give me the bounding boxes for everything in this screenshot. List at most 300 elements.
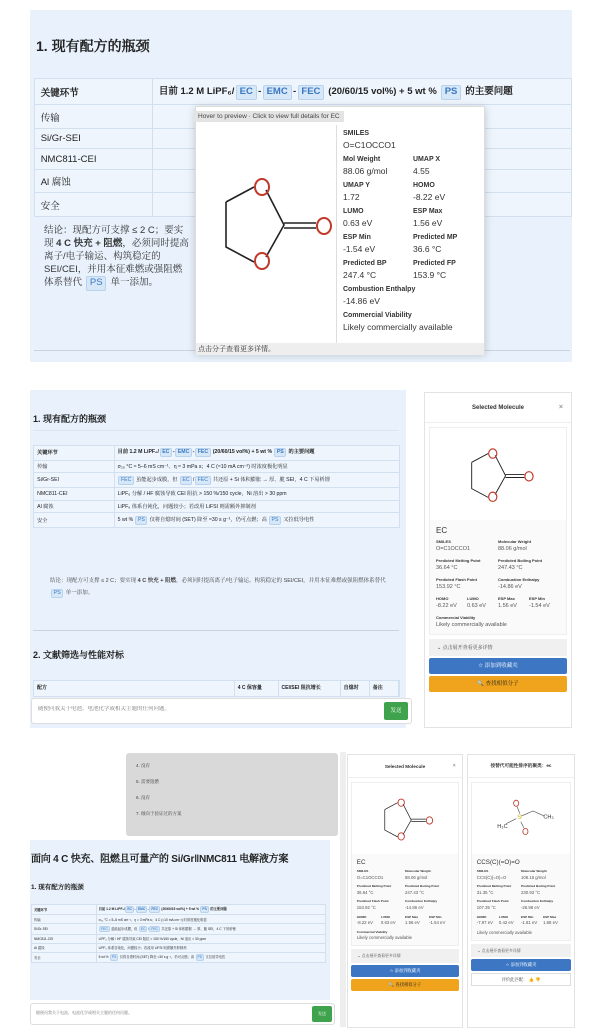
property-label: SMILES	[476, 869, 489, 874]
conclusion-text	[44, 224, 190, 291]
thumbs-down-icon[interactable]: 👎	[533, 977, 541, 983]
property-label: Predicted Flash Point	[476, 899, 509, 904]
expand-details-toggle[interactable]: ⌄ 点击展开查看更多详情	[471, 944, 571, 958]
svg-text:H₃C: H₃C	[496, 823, 508, 830]
molecule-chip-ps[interactable]: PS	[197, 955, 202, 960]
panel-header	[468, 755, 574, 778]
property-label: Mol Weight	[343, 156, 381, 163]
molecule-chip-fec[interactable]: FEC	[101, 926, 108, 931]
property-label: ESP Min	[521, 914, 534, 919]
molecule-chip-emc[interactable]: EMC	[137, 907, 146, 912]
table-row	[32, 943, 326, 952]
property-label: LUMO	[343, 208, 364, 215]
text: 5 wt %	[98, 955, 110, 960]
property-combustion-enthalpy	[498, 577, 560, 590]
panel-header	[348, 755, 462, 778]
row-label: Si/Gr-SEI	[32, 924, 97, 934]
text: 结论：现配方可支撑 ≤ 2 C；要实现	[50, 578, 138, 584]
property-umap-y	[343, 176, 413, 202]
document-panel-2	[30, 390, 406, 728]
molecule-chip-ec[interactable]: EC	[140, 926, 146, 931]
row-label: 关键环节	[34, 446, 115, 461]
comparison-table-header	[33, 680, 400, 697]
molecule-chip-fec[interactable]: FEC	[151, 926, 158, 931]
property-value: 88.06 g/mol	[405, 874, 428, 880]
text: 结论：现配方可支撑 ≤ 2 C；要实现	[44, 225, 184, 249]
property-value: -1.81 eV	[521, 920, 538, 926]
table-row	[32, 905, 326, 915]
molecule-name: EC	[356, 858, 366, 866]
property-label: Predicted Boiling Point	[405, 884, 440, 889]
add-to-favorites-button[interactable]: ☆ 添加到收藏夹	[351, 965, 459, 977]
molecule-details	[472, 854, 570, 939]
table-row	[32, 924, 326, 934]
property-value: 107.35 °C	[476, 905, 496, 911]
property-predicted-fp	[413, 254, 483, 280]
property-label: HOMO	[476, 914, 487, 919]
molecule-card	[351, 782, 459, 947]
property-predicted-boiling-point	[521, 884, 565, 895]
row-label: NMC811-CEI	[35, 149, 153, 170]
column-header: CEI/SEI 阻抗增长	[279, 681, 341, 696]
text: σ₂₅ °C ≈ 5–6 mS cm⁻¹、η ≈ 3 mPa s；4 C (≈10 mA cm⁻²) 时浓度极化明显	[98, 917, 207, 922]
property-value: 88.06 g/mol	[343, 166, 388, 176]
text: LiPF₆ 分解 / HF 腐蚀导致 CEI 阻抗 > 150 %/150 cycle，Ni 溶出 > 30 ppm	[117, 491, 287, 498]
text: 虽能起步成膜，但	[110, 926, 139, 931]
property-value: -26.98 eV	[521, 905, 540, 911]
property-label: ESP Max	[413, 208, 443, 215]
molecule-preview-popup[interactable]	[195, 106, 485, 353]
find-similar-button[interactable]: 🔍 查找相似分子	[351, 979, 459, 991]
property-value: -1.54 eV	[529, 603, 550, 609]
property-combustion-enthalpy	[343, 280, 483, 306]
text: ，必须同时提高离子/电子输运、构筑稳定的 SEI/CEI，并用本征难燃或强阻燃体系替代	[176, 578, 386, 584]
property-label: Combustion Enthalpy	[498, 577, 540, 582]
property-value: -14.86 eV	[343, 296, 380, 306]
column-header: 备注	[370, 681, 399, 696]
property-smiles	[436, 539, 498, 552]
bold-text: 4 C 快充 + 阻燃	[56, 238, 123, 249]
property-value: 1.56 eV	[413, 218, 443, 228]
property-value: Likely commercially available	[343, 322, 453, 332]
text: LiPF₆ 体系自钝化，问题较小；若改用 LiFSI 则需额外抑制剂	[98, 946, 187, 951]
property-label: HOMO	[413, 182, 435, 189]
text: -	[292, 86, 297, 98]
property-value: 88.06 g/mol	[498, 546, 527, 552]
property-predicted-melting-point	[357, 884, 405, 895]
property-label: HOMO	[436, 596, 449, 601]
column-header: 自熄时	[341, 681, 370, 696]
row-content	[114, 460, 399, 473]
property-lumo	[381, 915, 405, 926]
property-label: Predicted MP	[413, 234, 458, 241]
property-value: O=C1OCCO1	[356, 874, 384, 880]
text: 的主要问题	[462, 86, 513, 98]
row-label: NMC811-CEI	[34, 488, 115, 501]
rate-label: 评价此匹配：	[501, 977, 528, 983]
text: 仅将自熄时间 (SET) 降至 ≈30 s g⁻¹，仍可点燃；高	[148, 516, 269, 523]
property-label: LUMO	[498, 914, 509, 919]
send-button[interactable]: 发送	[312, 1006, 332, 1022]
add-to-favorites-button[interactable]: ☆ 添加到收藏夹	[471, 959, 571, 971]
property-value: 1.68 eV	[543, 920, 558, 926]
property-label: ESP Min	[429, 914, 442, 919]
property-label: ESP Min	[529, 596, 545, 601]
tooltip: Hover to preview · Click to view full details for EC	[194, 111, 344, 122]
property-label: LUMO	[467, 596, 479, 601]
alternative-molecule-panel	[467, 754, 575, 1028]
property-label: SMILES	[343, 130, 370, 137]
row-label: 安全	[34, 513, 115, 528]
property-predicted-flash-point	[477, 899, 521, 910]
row-content	[114, 488, 399, 501]
molecule-chip-ps[interactable]: PS	[86, 276, 106, 291]
commercial-viability: Likely commercially available	[476, 929, 532, 935]
property-predicted-flash-point	[357, 899, 405, 910]
text: 虽能起步成膜，但	[134, 476, 180, 483]
selected-molecule-panel	[424, 392, 572, 728]
molecule-name: CCS(C)(=O)=O	[476, 858, 520, 866]
property-value: 0.42 eV	[498, 920, 514, 926]
property-label: HOMO	[356, 914, 367, 919]
property-value: -7.97 eV	[476, 920, 493, 926]
text: 目前 1.2 M LiPF₆/	[117, 449, 159, 456]
row-label: NMC811-CEI	[32, 934, 97, 943]
property-value: 247.43 °C	[498, 565, 523, 571]
property-label: UMAP Y	[343, 182, 370, 189]
table-row	[34, 488, 400, 501]
property-commercial-viability	[343, 306, 483, 332]
property-value: 31.35 °C	[476, 889, 494, 895]
molecule-chip-emc[interactable]: EMC	[263, 85, 292, 100]
chat-input[interactable]	[38, 706, 368, 712]
table-row	[34, 513, 400, 528]
table-row	[34, 473, 400, 488]
row-label: 传输	[35, 105, 153, 129]
property-value: 1.56 eV	[498, 603, 517, 609]
property-value: -14.86 eV	[405, 905, 424, 911]
property-label: Predicted Melting Point	[436, 558, 481, 563]
text: (20/60/15 vol%) + 5 wt %	[160, 907, 200, 912]
table-row	[34, 446, 400, 461]
property-value: 153.92 °C	[356, 905, 376, 911]
property-predicted-boiling-point	[498, 558, 560, 571]
property-predicted-mp	[413, 228, 483, 254]
property-value: 36.64 °C	[356, 889, 374, 895]
text: 目前 1.2 M LiPF₆/	[158, 86, 235, 98]
svg-text:CH₃: CH₃	[543, 814, 554, 821]
column-header: 4 C 保容量	[235, 681, 279, 696]
row-content	[114, 513, 399, 528]
property-label: Molecular Weight	[521, 869, 547, 874]
property-label: Combustion Enthalpy	[343, 286, 416, 293]
property-label: Molecular Weight	[405, 869, 431, 874]
property-combustion-enthalpy	[405, 899, 453, 910]
property-label: Commercial Viability	[343, 312, 412, 319]
property-value: 36.6 °C	[413, 244, 442, 254]
chat-input[interactable]	[36, 1010, 296, 1015]
molecule-properties	[343, 124, 483, 332]
molecule-chip-ec[interactable]: EC	[180, 476, 192, 485]
property-lumo	[467, 596, 498, 609]
property-homo	[413, 176, 483, 202]
text: 单一添加。	[107, 277, 158, 288]
text: 5 wt %	[117, 516, 135, 523]
text: -	[258, 86, 262, 98]
bottleneck-table	[33, 445, 400, 528]
row-label: 安全	[32, 952, 97, 962]
molecule-chip-ps[interactable]: PS	[202, 907, 207, 912]
text: /	[192, 476, 195, 483]
property-esp-min	[343, 228, 413, 254]
property-esp-min	[521, 915, 543, 926]
molecule-chip-fec[interactable]: FEC	[195, 448, 210, 457]
text: 又拉低导电性	[204, 955, 226, 960]
property-predicted-bp	[343, 254, 413, 280]
bold-text: 4 C 快充 + 阻燃	[137, 578, 177, 584]
row-label: Si/Gr-SEI	[34, 473, 115, 488]
property-molecular-weight	[498, 539, 560, 552]
row-content	[96, 934, 325, 943]
row-content	[96, 943, 325, 952]
property-value: O=C1OCCO1	[436, 546, 471, 552]
text: -	[147, 907, 149, 912]
molecule-details	[352, 854, 458, 945]
text: -	[172, 449, 175, 456]
molecule-card	[429, 427, 567, 635]
selected-molecule-panel	[347, 754, 463, 1028]
property-value: 0.63 eV	[380, 920, 396, 926]
molecule-structure-alt[interactable]	[472, 783, 570, 855]
row-content	[114, 473, 399, 488]
text: σ₂₅ °C ≈ 5–6 mS cm⁻¹、η ≈ 3 mPa s；4 C (≈10 mA cm⁻²) 时浓度极化明显	[117, 464, 288, 470]
property-value: CCS(C)(=O)=O	[476, 874, 507, 880]
row-content	[153, 79, 572, 105]
molecule-chip-fec[interactable]: FEC	[298, 85, 325, 100]
panel-title: Selected Molecule	[384, 763, 426, 769]
property-predicted-melting-point	[477, 884, 521, 895]
property-label: ESP Max	[543, 914, 557, 919]
section-title: 1. 现有配方的瓶颈	[36, 38, 150, 54]
property-label: Combustion Enthalpy	[405, 899, 438, 904]
molecule-chip-ps[interactable]: PS	[135, 516, 147, 525]
molecule-chip-fec[interactable]: FEC	[118, 476, 133, 485]
property-label: ESP Max	[405, 914, 419, 919]
row-content	[96, 924, 325, 934]
property-label: Predicted Flash Point	[436, 577, 477, 582]
chat-input-bar	[31, 698, 412, 724]
table-row	[34, 500, 400, 513]
section-title: 2. 文献筛选与性能对标	[33, 650, 125, 660]
row-label: 关键环节	[32, 905, 97, 915]
property-label: SMILES	[436, 539, 451, 544]
property-value: -1.54 eV	[343, 244, 376, 254]
property-smiles	[477, 869, 521, 880]
property-label: Combustion Enthalpy	[521, 899, 554, 904]
list-item: 4. 没有	[136, 763, 151, 768]
property-umap-x	[413, 150, 483, 176]
conclusion-text	[50, 575, 390, 599]
row-content	[96, 905, 325, 915]
expand-details-toggle[interactable]: ⌄ 点击展开查看更多详情	[429, 639, 567, 656]
molecule-chip-ps[interactable]: PS	[441, 85, 461, 100]
text: 共还原 + Si 体积膨胀 → 厚、脆 SEI，4 C 下易析锂	[160, 926, 236, 931]
text: LiPF₆ 体系自钝化，问题较小；若改用 LiFSI 则需额外抑制剂	[117, 503, 256, 510]
property-label: Molecular Weight	[498, 539, 532, 544]
molecule-structure-ec[interactable]	[352, 783, 458, 855]
close-icon[interactable]: ×	[558, 404, 563, 411]
property-molecular-weight	[405, 869, 453, 880]
property-lumo	[343, 202, 413, 228]
property-label: SMILES	[356, 869, 369, 874]
molecule-name: EC	[436, 526, 448, 535]
chat-input-bar	[30, 1003, 335, 1025]
property-label: Commercial Viability	[356, 929, 388, 934]
property-value: 0.63 eV	[467, 603, 486, 609]
property-label: ESP Max	[498, 596, 515, 601]
table-row	[32, 934, 326, 943]
molecule-chip-ec[interactable]: EC	[236, 85, 257, 100]
property-value: 247.4 °C	[343, 270, 377, 280]
row-label: Al 腐蚀	[32, 943, 97, 952]
property-predicted-melting-point	[436, 558, 498, 571]
property-value: -14.86 eV	[498, 584, 522, 590]
property-predicted-boiling-point	[405, 884, 453, 895]
property-esp-max	[543, 915, 565, 926]
text: 目前 1.2 M LiPF₆/	[98, 907, 125, 912]
property-esp-min	[529, 596, 560, 609]
property-label: Predicted Boiling Point	[498, 558, 543, 563]
row-label: 传输	[34, 460, 115, 473]
property-value: 1.72	[343, 192, 360, 202]
commercial-viability: Likely commercially available	[436, 622, 507, 628]
text: (20/60/15 vol%) + 5 wt %	[325, 86, 440, 98]
row-label: Si/Gr-SEI	[35, 128, 153, 149]
property-combustion-enthalpy	[521, 899, 565, 910]
property-label: ESP Min	[343, 234, 371, 241]
text: 的主要问题	[209, 907, 227, 912]
row-label: 关键环节	[35, 79, 153, 105]
property-value: 4.55	[413, 166, 430, 176]
text: 仅将自熄时间 (SET) 降至 ≈30 s g⁻¹，仍可点燃；高	[118, 955, 196, 960]
property-label: Predicted BP	[343, 260, 387, 267]
row-label: 安全	[35, 193, 153, 217]
row-label: Al 腐蚀	[35, 169, 153, 193]
chat-message-list	[126, 753, 338, 836]
property-value: -8.22 eV	[413, 192, 446, 202]
text: LiPF₆ 分解 / HF 腐蚀导致 CEI 阻抗 > 150 %/150 cycle，Ni 溶出 > 30 ppm	[98, 937, 207, 942]
row-content	[96, 952, 325, 962]
property-value: -8.22 eV	[436, 603, 457, 609]
text: 共还原 + Si 体积膨胀 → 厚、脆 SEI，4 C 下易析锂	[211, 476, 330, 483]
property-label: Predicted Melting Point	[356, 884, 392, 889]
commercial-viability: Likely commercially available	[356, 935, 412, 941]
row-label: 传输	[32, 915, 97, 924]
section-title: 1. 现有配方的瓶颈	[31, 884, 84, 891]
property-label: Predicted Melting Point	[476, 884, 512, 889]
text: -	[134, 907, 136, 912]
row-content	[114, 500, 399, 513]
molecule-chip-emc[interactable]: EMC	[175, 448, 192, 457]
molecule-chip-ps[interactable]: PS	[51, 589, 64, 598]
svg-text:S: S	[516, 813, 522, 821]
thumbs-up-icon[interactable]: 👍	[527, 977, 534, 983]
row-label: Al 腐蚀	[34, 500, 115, 513]
panel-title: Selected Molecule	[471, 404, 525, 411]
find-similar-button[interactable]: 🔍 查找相似分子	[429, 676, 567, 692]
popup-footer: 点击分子查看更多详情。	[196, 343, 484, 355]
list-item: 5. 需要阻燃	[136, 779, 160, 784]
text: 又拉低导电性	[281, 516, 315, 523]
property-value: 230.93 °C	[521, 889, 541, 895]
section-title: 1. 现有配方的瓶颈	[33, 414, 107, 424]
molecule-chip-fec[interactable]: FEC	[151, 907, 158, 912]
text: 单一添加。	[64, 590, 94, 596]
property-esp-max	[413, 202, 483, 228]
molecule-structure-ec[interactable]	[430, 428, 566, 520]
property-homo	[357, 915, 381, 926]
property-esp-max	[498, 596, 529, 609]
column-header: 配方	[34, 681, 235, 696]
close-icon[interactable]: ×	[452, 763, 456, 770]
property-esp-max	[405, 915, 429, 926]
property-esp-min	[429, 915, 453, 926]
property-label: Commercial Viability	[436, 615, 476, 620]
expand-details-toggle[interactable]: ⌄ 点击展开查看更多详情	[351, 949, 459, 963]
property-mol-weight	[343, 150, 413, 176]
property-value: 108.16 g/mol	[521, 874, 546, 880]
property-homo	[436, 596, 467, 609]
table-row	[35, 79, 572, 105]
rate-match	[471, 973, 571, 985]
molecule-chip-fec[interactable]: FEC	[195, 476, 210, 485]
property-value: 0.63 eV	[343, 218, 373, 228]
text: 的主要问题	[287, 449, 315, 456]
property-smiles	[357, 869, 405, 880]
property-lumo	[499, 915, 521, 926]
property-label: Predicted Boiling Point	[521, 884, 556, 889]
molecule-chip-ec[interactable]: EC	[127, 907, 132, 912]
document-title: 面向 4 C 快充、阻燃且可量产的 Si/Gr‖NMC811 电解液方案	[31, 854, 289, 865]
property-value: 247.43 °C	[405, 889, 425, 895]
text: -	[192, 449, 195, 456]
molecule-chip-ps[interactable]: PS	[274, 448, 286, 457]
panel-title: 按替代可能性排序的聚类：ec	[490, 763, 552, 769]
table-row	[32, 952, 326, 962]
property-label: UMAP X	[413, 156, 441, 163]
send-button[interactable]: 发送	[384, 702, 408, 720]
table-row	[34, 460, 400, 473]
molecule-chip-ec[interactable]: EC	[160, 448, 172, 457]
panel-header	[425, 393, 571, 423]
property-value: -8.22 eV	[356, 920, 373, 926]
property-value: 153.9 °C	[413, 270, 447, 280]
table-row	[32, 915, 326, 924]
molecule-chip-ps[interactable]: PS	[111, 955, 117, 960]
list-item: 6. 没有	[136, 795, 151, 800]
text: (20/60/15 vol%) + 5 wt %	[211, 449, 274, 456]
property-label: Predicted FP	[413, 260, 456, 267]
property-smiles	[343, 124, 483, 150]
row-content	[114, 446, 399, 461]
text: ，必须同时提高离子/电子输运、构筑稳定的 SEI/CEI，并用本征难燃或强阻燃体系替代	[44, 238, 189, 288]
molecule-chip-ps[interactable]: PS	[269, 516, 281, 525]
property-value: 36.64 °C	[436, 565, 458, 571]
add-to-favorites-button[interactable]: ☆ 添加到收藏夹	[429, 658, 567, 674]
molecule-structure-ec[interactable]	[206, 157, 336, 287]
molecule-card	[471, 782, 571, 941]
molecule-details	[430, 520, 566, 634]
